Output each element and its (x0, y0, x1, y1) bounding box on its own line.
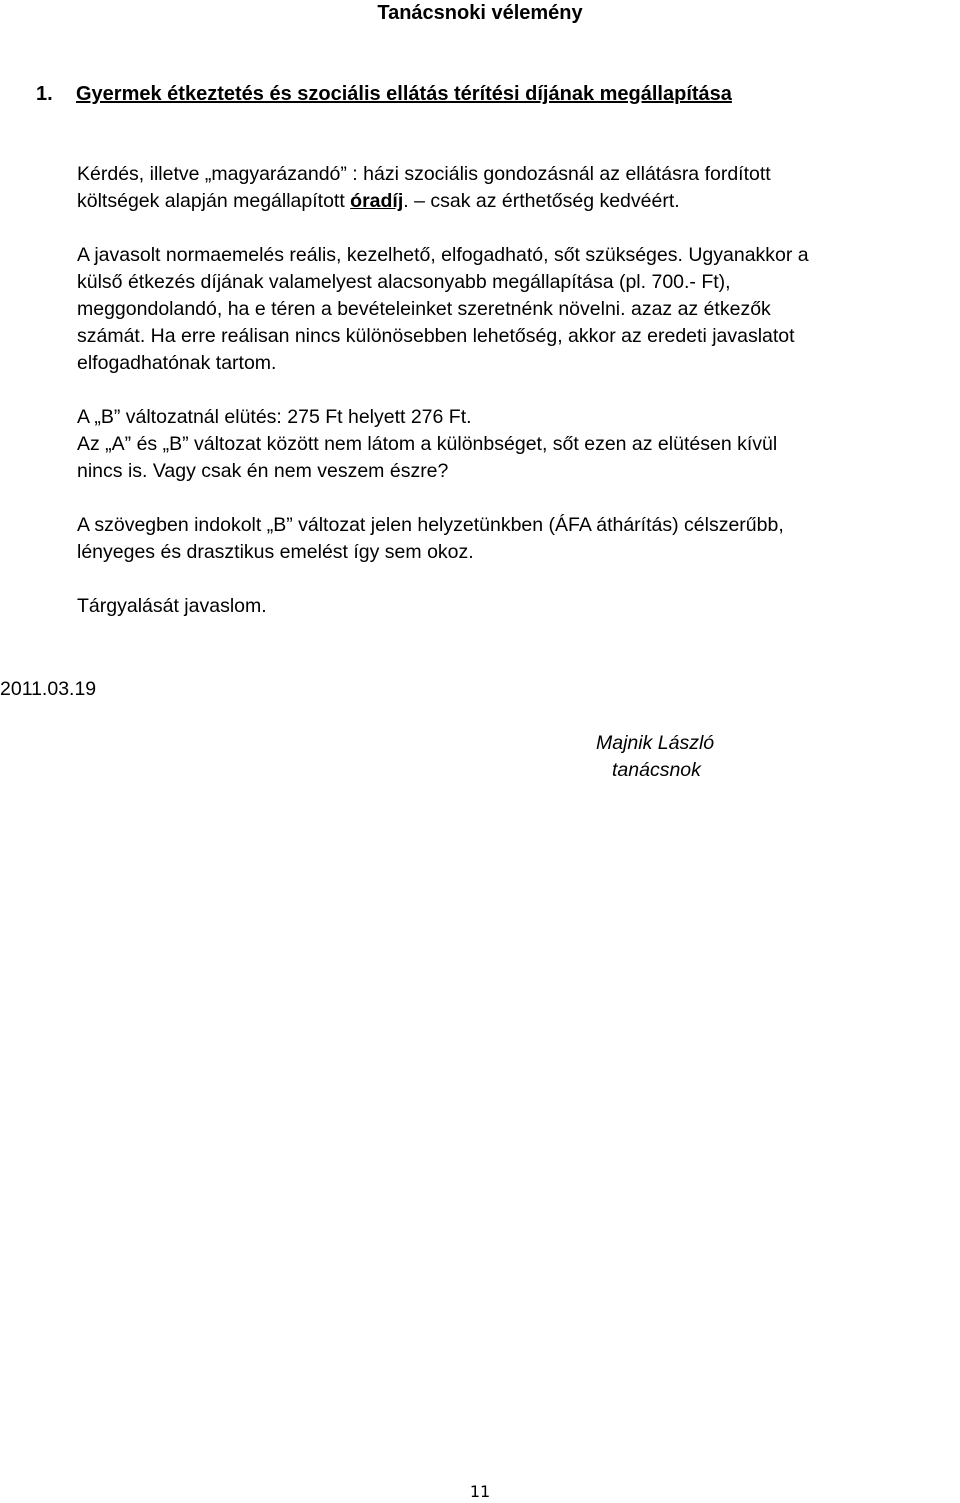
paragraph-2-line-1: A javasolt normaemelés reális, kezelhető, elfogadható, sőt szükséges. Ugyanakkor a (77, 244, 809, 266)
paragraph-4-line-2: lényeges és drasztikus emelést így sem okoz. (77, 541, 474, 563)
paragraph-2-line-5: elfogadhatónak tartom. (77, 352, 277, 374)
section-title: Gyermek étkeztetés és szociális ellátás térítési díjának megállapítása (76, 83, 732, 105)
paragraph-1-text-a: költségek alapján megállapított (77, 190, 351, 212)
paragraph-1-line-2 (77, 188, 680, 215)
paragraph-3-line-3: nincs is. Vagy csak én nem veszem észre? (77, 460, 449, 482)
paragraph-4-line-1: A szövegben indokolt „B” változat jelen helyzetünkben (ÁFA áthárítás) célszerűbb, (77, 514, 784, 536)
paragraph-2-line-3: meggondolandó, ha e téren a bevételeinket szeretnénk növelni. azaz az étkezők (77, 298, 771, 320)
document-title: Tanácsnoki vélemény (377, 2, 583, 24)
closing-sentence: Tárgyalását javaslom. (77, 595, 267, 617)
page-number: 11 (469, 1482, 491, 1501)
paragraph-3-line-1: A „B” változatnál elütés: 275 Ft helyett 276 Ft. (77, 406, 472, 428)
paragraph-1-line-1: Kérdés, illetve „magyarázandó” : házi szociális gondozásnál az ellátásra fordított (77, 163, 771, 185)
paragraph-2-line-4: számát. Ha erre reálisan nincs különösebben lehetőség, akkor az eredeti javaslatot (77, 325, 795, 347)
document-date: 2011.03.19 (0, 678, 97, 700)
paragraph-3-line-2: Az „A” és „B” változat között nem látom a különbséget, sőt ezen az elütésen kívül (77, 433, 778, 455)
hourly-fee-term: óradíj (350, 190, 404, 212)
paragraph-1-text-b: . – csak az érthetőség kedvéért. (403, 190, 680, 212)
signature-name: Majnik László (596, 732, 715, 754)
section-heading (36, 81, 732, 108)
paragraph-2-line-2: külső étkezés díjának valamelyest alacsonyabb megállapítása (pl. 700.- Ft), (77, 271, 731, 293)
section-number: 1. (36, 83, 53, 105)
signature-role: tanácsnok (612, 759, 701, 781)
